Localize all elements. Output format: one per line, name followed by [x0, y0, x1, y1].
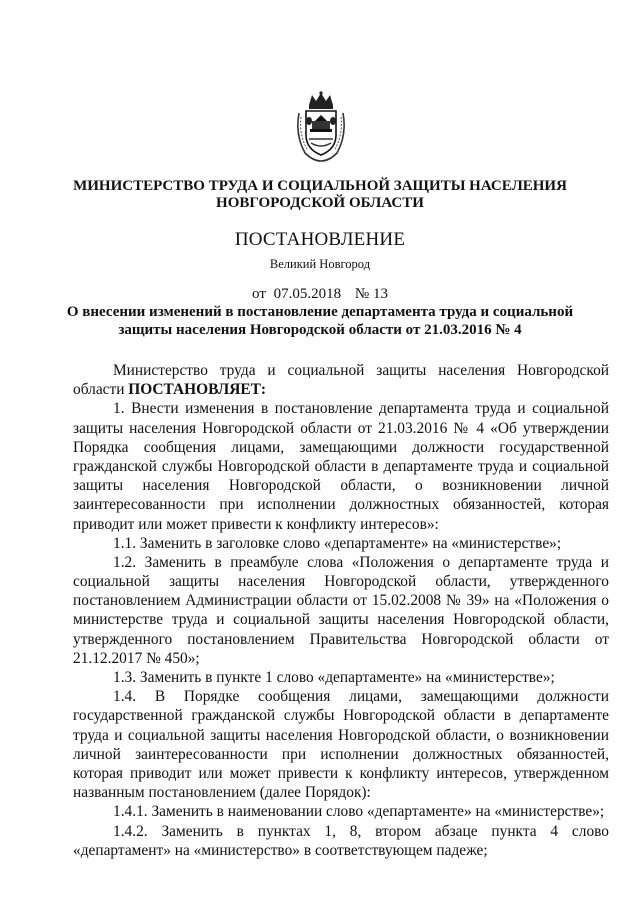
body-line: государственной гражданской службы Новгородской области в департаменте: [73, 707, 609, 725]
body-line: 1.1. Заменить в заголовке слово «департаменте» на «министерстве»;: [113, 534, 562, 552]
novgorod-coat-of-arms-icon: [295, 91, 347, 163]
body-line: социальной защиты населения Новгородской области, утвержденного: [73, 573, 609, 591]
body-line: [73, 380, 609, 399]
city-name: Великий Новгород: [269, 257, 371, 271]
body-line-text: области: [73, 381, 129, 399]
body-line: Порядка сообщения лицами, замещающими должности государственной: [73, 438, 609, 456]
body-line: 1.4.2. Заменить в пунктах 1, 8, втором абзаце пункта 4 слово: [113, 822, 609, 840]
body-line: 1.4.1. Заменить в наименовании слово «департаменте» на «министерстве»;: [113, 803, 605, 821]
document-title-line2: защиты населения Новгородской области от 21.03.2016 № 4: [118, 322, 522, 338]
body-line: «департамент» на «министерство» в соответствующем падеже;: [73, 841, 488, 859]
body-line: личной заинтересованности при исполнении должностных обязанностей,: [73, 745, 609, 763]
document-title-line1: О внесении изменений в постановление департамента труда и социальной: [66, 304, 574, 320]
body-line: министерстве труда и социальной защиты населения Новгородской области,: [73, 611, 609, 629]
body-line: труда и социальной защиты населения Новгородской области, о возникновении: [73, 726, 609, 744]
document-type: ПОСТАНОВЛЕНИЕ: [234, 229, 406, 250]
body-line: гражданской службы Новгородской области в департаменте труда и социальной: [73, 457, 609, 475]
coat-of-arms-emblem: [295, 91, 347, 163]
body-line: защиты населения Новгородской области от 21.03.2016 № 4 «Об утверждении: [73, 419, 609, 437]
document-date: 07.05.2018: [273, 286, 342, 302]
document-number: № 13: [354, 286, 388, 302]
body-line: названным постановлением (далее Порядок):: [73, 784, 371, 802]
decree-word: ПОСТАНОВЛЯЕТ:: [128, 381, 267, 399]
document-body: [73, 361, 609, 860]
body-line: которая приводит или может привести к конфликту интересов, утвержденном: [73, 764, 609, 782]
ministry-name-line1: МИНИСТЕРСТВО ТРУДА И СОЦИАЛЬНОЙ ЗАЩИТЫ НАСЕЛЕНИЯ: [73, 178, 567, 194]
body-line: постановлением Администрации области от 15.02.2008 № 39» на «Положения о: [73, 592, 609, 610]
body-line: 1.2. Заменить в преамбуле слова «Положения о департаменте труда и: [113, 553, 609, 571]
body-line: 1. Внести изменения в постановление департамента труда и социальной: [113, 400, 609, 418]
body-line: 1.4. В Порядке сообщения лицами, замещающими должности: [113, 688, 609, 706]
body-line: Министерство труда и социальной защиты населения Новгородской: [113, 362, 609, 379]
body-line: 1.3. Заменить в пункте 1 слово «департаменте» на «министерстве»;: [113, 669, 555, 686]
ministry-name-line2: НОВГОРОДСКОЙ ОБЛАСТИ: [216, 195, 424, 211]
date-number-line: [0, 286, 640, 303]
body-line: заинтересованности при исполнении должностных обязанностей, которая: [73, 496, 609, 514]
body-line: приводит или может привести к конфликту интересов»:: [73, 515, 439, 533]
date-prefix: от: [252, 286, 266, 302]
body-line: защиты населения Новгородской области, о возникновении личной: [73, 477, 609, 495]
body-line: утвержденного постановлением Правительства Новгородской области от: [73, 630, 609, 648]
body-line: 21.12.2017 № 450»;: [73, 649, 200, 667]
